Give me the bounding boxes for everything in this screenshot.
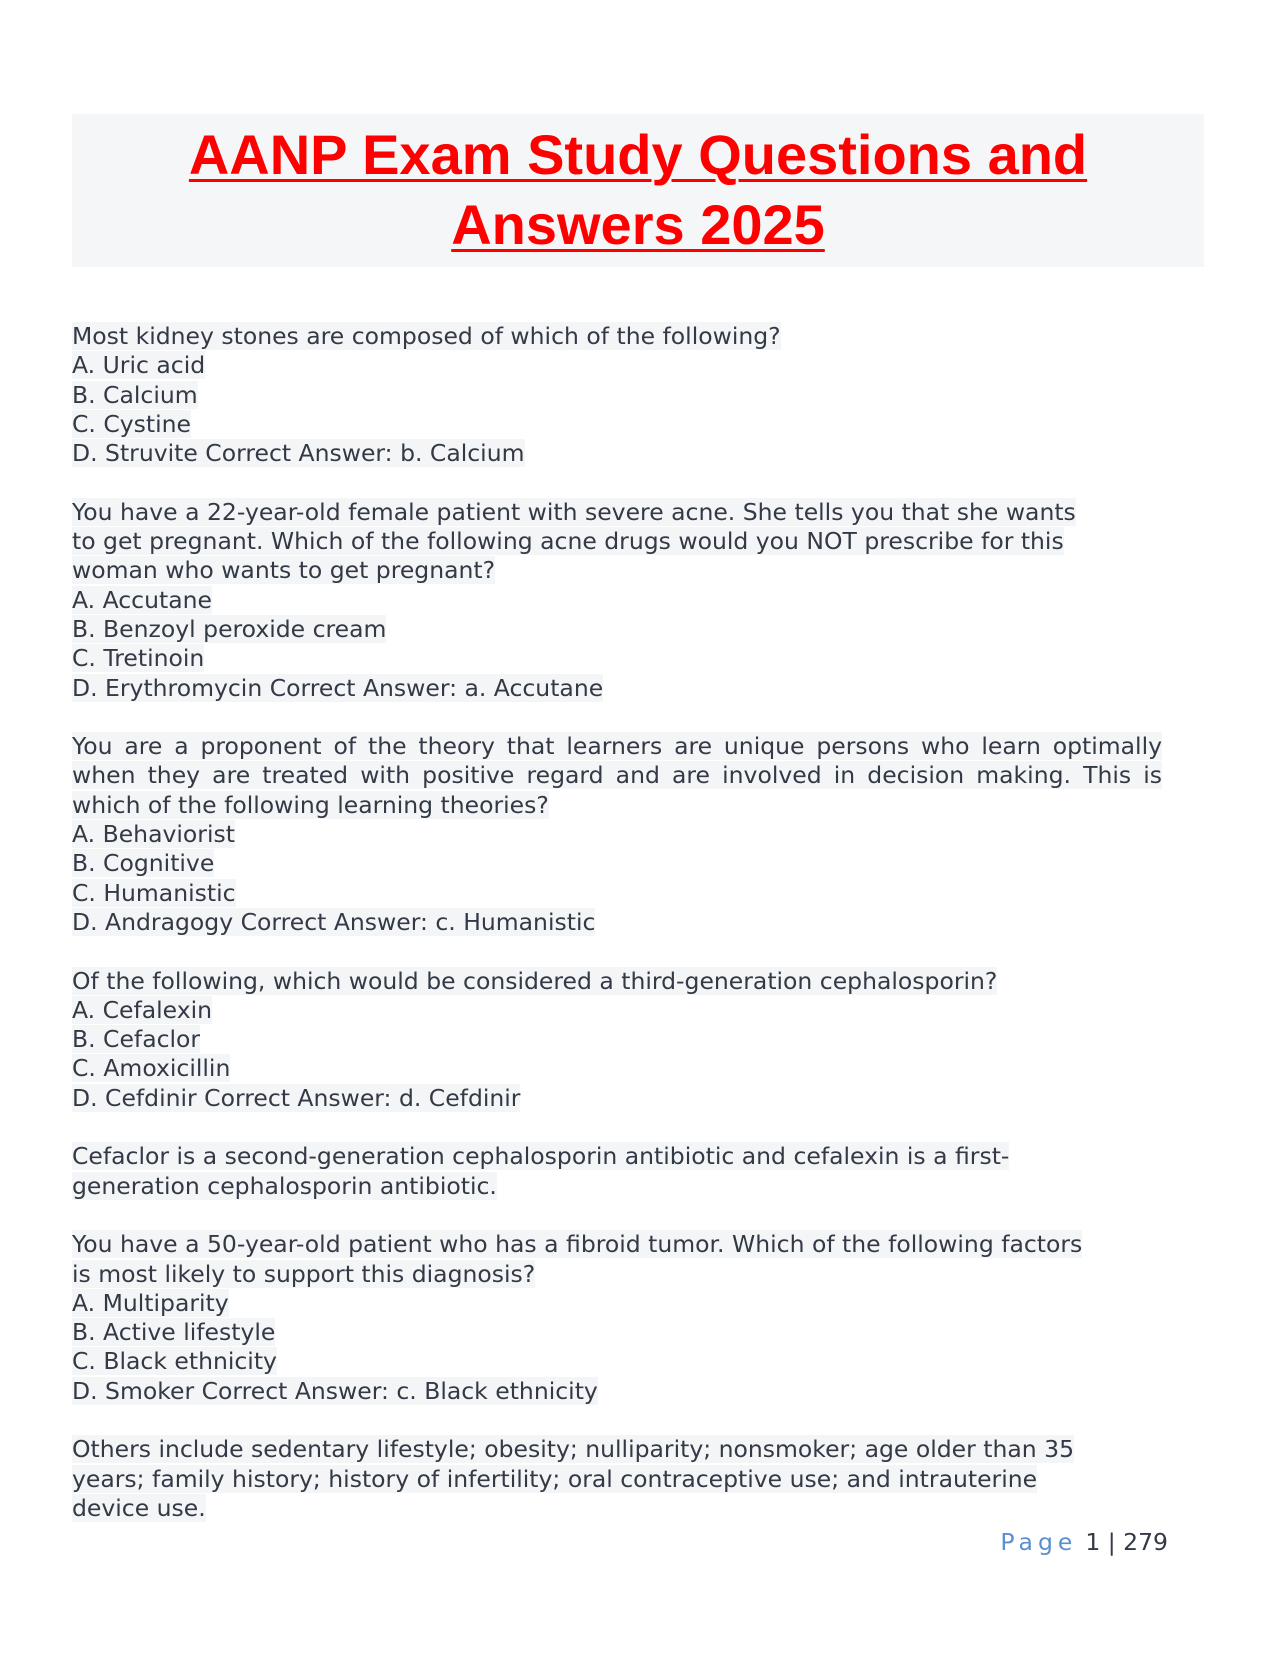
answer-option: C. Humanistic [72, 878, 236, 907]
explanation-block-2 [72, 1435, 1162, 1523]
explanation-text: Others include sedentary lifestyle; obesity; nulliparity; nonsmoker; age older than 35 [72, 1435, 1075, 1464]
title-line-1: AANP Exam Study Questions and [188, 123, 1088, 186]
explanation-text: generation cephalosporin antibiotic. [72, 1171, 497, 1200]
question-text: You are a proponent of the theory that learners are unique persons who learn optimally when they are treated with positive regard and are involved in decision making. This is which of the following learning theories? [72, 732, 1162, 819]
title-banner [72, 114, 1204, 267]
question-block-5 [72, 1230, 1162, 1406]
answer-option: C. Amoxicillin [72, 1054, 231, 1083]
question-text: woman who wants to get pregnant? [72, 556, 496, 585]
question-text: is most likely to support this diagnosis? [72, 1259, 536, 1288]
answer-option-with-correct-answer: D. Andragogy Correct Answer: c. Humanistic [72, 907, 596, 936]
question-block-2 [72, 498, 1162, 703]
question-block-4 [72, 967, 1162, 1113]
page-label: Page [1000, 1528, 1078, 1556]
question-text: You have a 22-year-old female patient with severe acne. She tells you that she wants [72, 497, 1076, 526]
explanation-block-1 [72, 1142, 1162, 1201]
question-text: to get pregnant. Which of the following acne drugs would you NOT prescribe for this [72, 527, 1064, 556]
question-block-3 [72, 732, 1162, 937]
answer-option: C. Tretinoin [72, 644, 205, 673]
question-paragraph [72, 732, 1162, 820]
page-footer [1000, 1528, 1168, 1556]
question-list [72, 322, 1162, 1552]
title-line-2: Answers 2025 [451, 193, 825, 256]
answer-option: A. Multiparity [72, 1288, 229, 1317]
answer-option: C. Black ethnicity [72, 1347, 277, 1376]
answer-option: B. Cognitive [72, 849, 215, 878]
answer-option-with-correct-answer: D. Erythromycin Correct Answer: a. Accutane [72, 673, 604, 702]
explanation-text: Cefaclor is a second-generation cephalosporin antibiotic and cefalexin is a first- [72, 1142, 1010, 1171]
answer-option: A. Cefalexin [72, 995, 213, 1024]
answer-option: A. Behaviorist [72, 820, 235, 849]
answer-option: B. Calcium [72, 380, 198, 409]
question-block-1 [72, 322, 1162, 468]
answer-option-with-correct-answer: D. Struvite Correct Answer: b. Calcium [72, 439, 525, 468]
question-text: Of the following, which would be considered a third-generation cephalosporin? [72, 966, 998, 995]
answer-option: C. Cystine [72, 409, 192, 438]
answer-option: B. Cefaclor [72, 1025, 201, 1054]
answer-option-with-correct-answer: D. Smoker Correct Answer: c. Black ethnicity [72, 1376, 598, 1405]
answer-option: A. Accutane [72, 585, 212, 614]
explanation-text: years; family history; history of infertility; oral contraceptive use; and intrauterine [72, 1464, 1038, 1493]
document-title [98, 114, 1178, 260]
answer-option-with-correct-answer: D. Cefdinir Correct Answer: d. Cefdinir [72, 1083, 521, 1112]
page-number: 1 | 279 [1085, 1528, 1168, 1556]
answer-option: A. Uric acid [72, 351, 206, 380]
question-text: You have a 50-year-old patient who has a fibroid tumor. Which of the following factors [72, 1230, 1083, 1259]
question-text: Most kidney stones are composed of which of the following? [72, 322, 781, 350]
explanation-text: device use. [72, 1493, 206, 1522]
answer-option: B. Active lifestyle [72, 1318, 276, 1347]
answer-option: B. Benzoyl peroxide cream [72, 614, 387, 643]
